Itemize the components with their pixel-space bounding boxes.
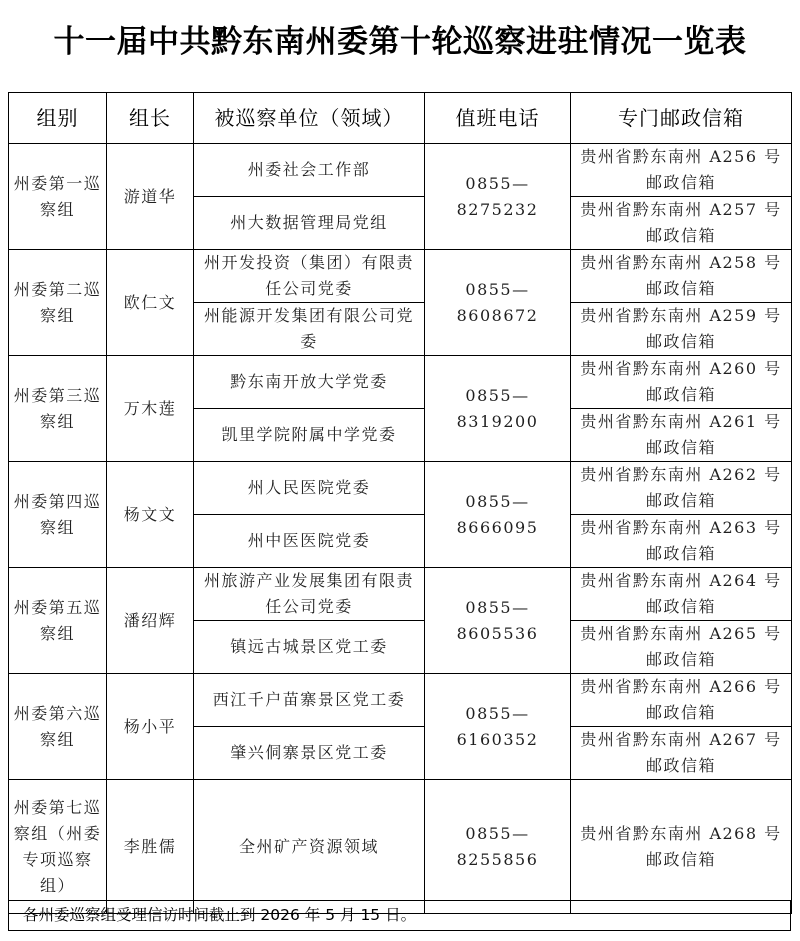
group-name-cell: 州委第二巡察组 [9,250,107,356]
mailbox-cell: 贵州省黔东南州 A265 号邮政信箱 [571,621,792,674]
mailbox-cell: 贵州省黔东南州 A256 号邮政信箱 [571,144,792,197]
table-header-row [9,93,792,144]
group-name-cell: 州委第六巡察组 [9,674,107,780]
phone-cell: 0855—8666095 [425,462,571,568]
unit-cell: 州旅游产业发展集团有限责任公司党委 [194,568,425,621]
table-row [9,144,792,197]
leader-cell: 潘绍辉 [107,568,194,674]
unit-cell: 凯里学院附属中学党委 [194,409,425,462]
phone-cell: 0855—8319200 [425,356,571,462]
leader-cell: 杨文文 [107,462,194,568]
mailbox-cell: 贵州省黔东南州 A262 号邮政信箱 [571,462,792,515]
unit-cell: 全州矿产资源领域 [194,780,425,914]
phone-cell: 0855—8275232 [425,144,571,250]
mailbox-cell: 贵州省黔东南州 A263 号邮政信箱 [571,515,792,568]
inspection-table [8,92,792,914]
unit-cell: 黔东南开放大学党委 [194,356,425,409]
document-title: 十一届中共黔东南州委第十轮巡察进驻情况一览表 [53,24,747,60]
mailbox-cell: 贵州省黔东南州 A264 号邮政信箱 [571,568,792,621]
group-name-cell: 州委第四巡察组 [9,462,107,568]
group-name-cell: 州委第三巡察组 [9,356,107,462]
header-mailbox: 专门邮政信箱 [571,93,792,144]
mailbox-cell: 贵州省黔东南州 A259 号邮政信箱 [571,303,792,356]
mailbox-cell: 贵州省黔东南州 A266 号邮政信箱 [571,674,792,727]
table-row [9,356,792,409]
header-leader: 组长 [107,93,194,144]
phone-cell: 0855—8608672 [425,250,571,356]
leader-cell: 欧仁文 [107,250,194,356]
unit-cell: 州中医医院党委 [194,515,425,568]
phone-cell: 0855—6160352 [425,674,571,780]
table-row [9,674,792,727]
leader-cell: 游道华 [107,144,194,250]
unit-cell: 州能源开发集团有限公司党委 [194,303,425,356]
table-row [9,568,792,621]
leader-cell: 杨小平 [107,674,194,780]
mailbox-cell: 贵州省黔东南州 A261 号邮政信箱 [571,409,792,462]
unit-cell: 西江千户苗寨景区党工委 [194,674,425,727]
footer-note: 各州委巡察组受理信访时间截止到 2026 年 5 月 15 日。 [8,900,791,931]
phone-cell: 0855—8255856 [425,780,571,914]
table-row [9,462,792,515]
header-phone: 值班电话 [425,93,571,144]
unit-cell: 州开发投资（集团）有限责任公司党委 [194,250,425,303]
unit-cell: 肇兴侗寨景区党工委 [194,727,425,780]
unit-cell: 州人民医院党委 [194,462,425,515]
mailbox-cell: 贵州省黔东南州 A257 号邮政信箱 [571,197,792,250]
mailbox-cell: 贵州省黔东南州 A260 号邮政信箱 [571,356,792,409]
header-group: 组别 [9,93,107,144]
leader-cell: 李胜儒 [107,780,194,914]
mailbox-cell: 贵州省黔东南州 A258 号邮政信箱 [571,250,792,303]
header-unit: 被巡察单位（领域） [194,93,425,144]
table-row [9,780,792,914]
phone-cell: 0855—8605536 [425,568,571,674]
table-row [9,250,792,303]
group-name-cell: 州委第一巡察组 [9,144,107,250]
group-name-cell: 州委第五巡察组 [9,568,107,674]
unit-cell: 镇远古城景区党工委 [194,621,425,674]
group-name-cell: 州委第七巡察组（州委专项巡察组） [9,780,107,914]
unit-cell: 州委社会工作部 [194,144,425,197]
mailbox-cell: 贵州省黔东南州 A267 号邮政信箱 [571,727,792,780]
leader-cell: 万木莲 [107,356,194,462]
mailbox-cell: 贵州省黔东南州 A268 号邮政信箱 [571,780,792,914]
unit-cell: 州大数据管理局党组 [194,197,425,250]
